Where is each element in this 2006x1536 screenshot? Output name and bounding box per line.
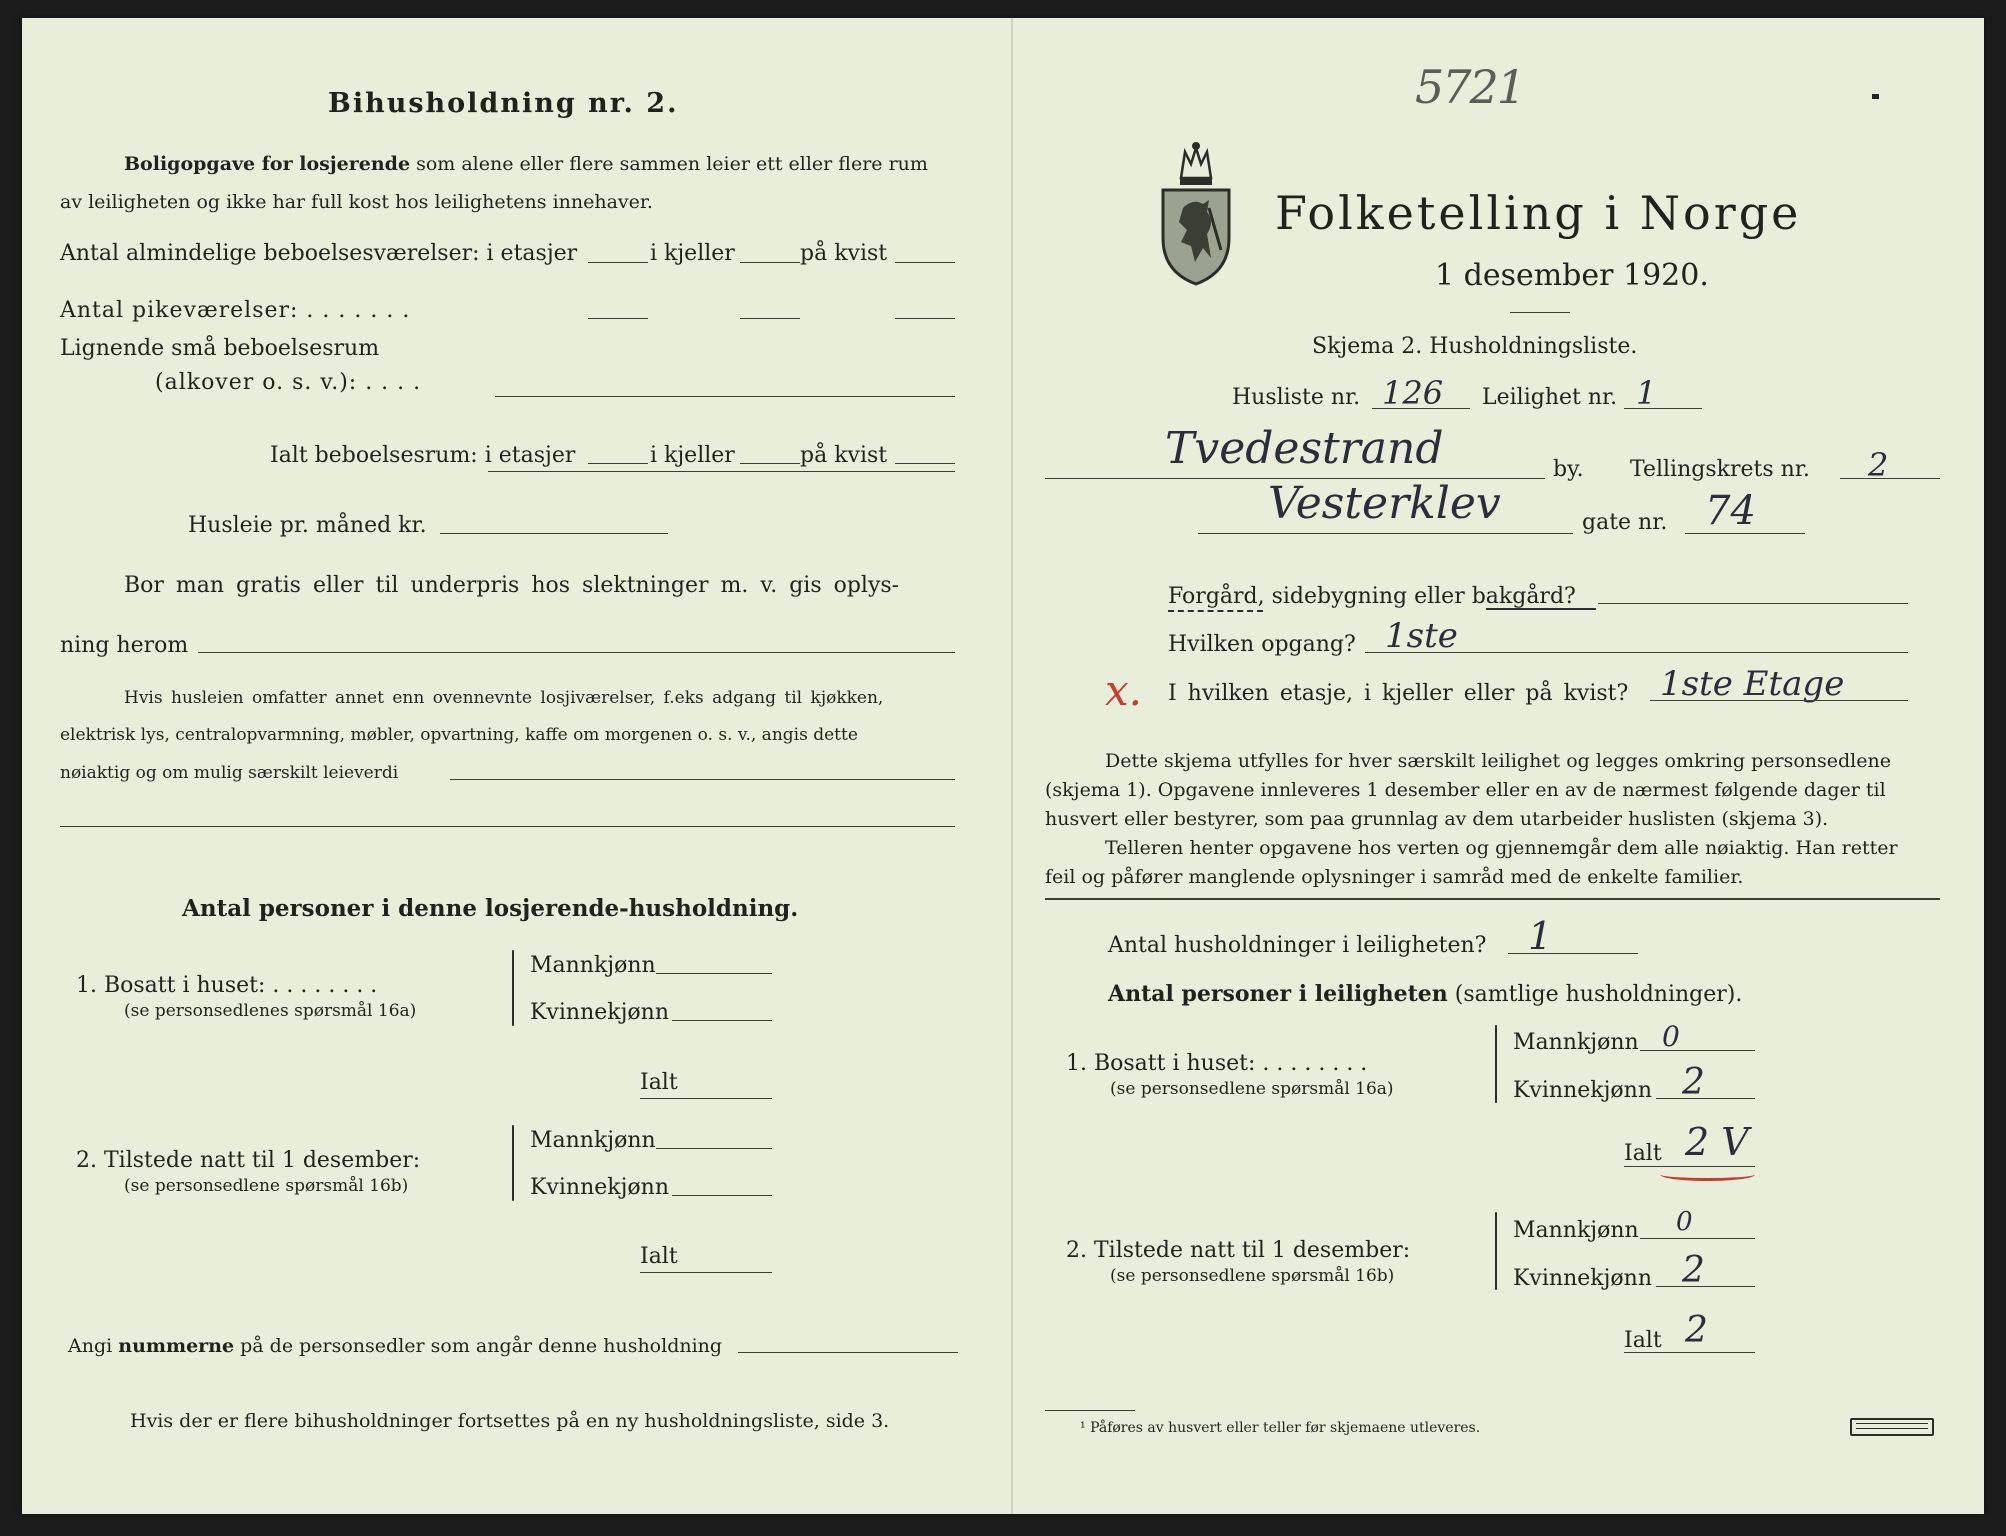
right-tilstede-sub: (se personsedlene spørsmål 16b) [1110,1266,1395,1286]
intro-line-2: av leiligheten og ikke har full kost hos leilighetens innehaver. [60,191,653,213]
right-bosatt-ialt-line [1624,1166,1755,1167]
tellingskrets-label: Tellingskrets nr. [1630,457,1810,482]
right-tilstede-mann-label: Mannkjønn [1513,1218,1639,1243]
gate-nr-line [1685,533,1805,534]
ialt-kvist-line[interactable] [895,463,955,464]
intro-bold: Boligopgave for losjerende [124,153,411,175]
ink-dot [1872,94,1879,99]
info-line-2: (skjema 1). Opgavene innleveres 1 desember eller en av de nærmest følgende dager til [1045,779,1886,801]
by-label: by. [1553,457,1584,482]
info-line-3: husvert eller bestyrer, som paa grunnlag av dem utarbeider huslisten (skjema 3). [1045,808,1829,830]
pike-label: Antal pikeværelser: . . . . . . . [60,298,411,323]
antal-pers-line [1108,983,1742,1006]
hvis-line-1: Hvis husleien omfatter annet enn ovennevnte losjiværelser, f.eks adgang til kjøkken, [124,688,884,708]
left-bosatt-mann-label: Mannkjønn [530,953,656,978]
gate-value[interactable]: Vesterklev [1268,478,1501,529]
angi-bold: nummerne [118,1335,235,1357]
left-tilstede-ialt-line[interactable] [640,1272,772,1273]
gate-line [1198,533,1573,534]
pike-etasjer-line[interactable] [588,318,648,319]
intro-line-1 [124,155,928,174]
right-tilstede-ialt-line [1624,1352,1755,1353]
left-tilstede-brace [512,1125,514,1201]
lignende-line-2: (alkover o. s. v.): . . . . [155,370,422,395]
info-divider [1045,898,1940,900]
printer-stamp [1850,1418,1934,1436]
angi-rest: på de personsedler som angår denne husholdning [240,1335,723,1357]
left-title: Bihusholdning nr. 2. [328,88,679,119]
antal-pers-bold: Antal personer i leiligheten [1108,981,1448,1007]
right-bosatt-brace [1495,1025,1497,1103]
angi-line [68,1337,722,1356]
husleie-line[interactable] [440,533,668,534]
right-bosatt-label: 1. Bosatt i huset: . . . . . . . . [1066,1051,1368,1076]
right-tilstede-ialt-label: Ialt [1624,1328,1662,1353]
rooms-kjeller-line[interactable] [740,262,800,263]
left-bosatt-ialt-line[interactable] [640,1098,772,1099]
antal-hush-value[interactable]: 1 [1528,914,1553,958]
gratis-line-2: ning herom [60,633,189,658]
left-bosatt-brace [512,950,514,1026]
right-tilstede-mann-line [1640,1238,1755,1239]
form-title: Folketelling i Norge [1275,186,1802,240]
left-bosatt-kvinne-line[interactable] [672,1020,772,1021]
gratis-line-1: Bor man gratis eller til underpris hos slektninger m. v. gis oplys- [124,573,900,598]
left-bosatt-sub: (se personsedlenes spørsmål 16a) [124,1001,417,1021]
right-bosatt-kvinne-value[interactable]: 2 [1682,1062,1705,1103]
ialt-kjeller-label: i kjeller [650,443,735,468]
opgang-line [1365,652,1908,653]
rooms-etasjer-line[interactable] [588,262,648,263]
right-bosatt-mann-value[interactable]: 0 [1662,1020,1680,1053]
left-bosatt-kvinne-label: Kvinnekjønn [530,1000,669,1025]
antal-hush-label: Antal husholdninger i leiligheten? [1108,933,1487,958]
rooms-kvist-line[interactable] [895,262,955,263]
page-fold [1011,18,1013,1514]
husliste-line [1372,408,1470,409]
gate-label: gate nr. [1582,510,1668,535]
right-tilstede-kvinne-value[interactable]: 2 [1682,1250,1705,1291]
right-bosatt-kvinne-line [1656,1098,1755,1099]
etasje-red-mark: x. [1105,666,1143,715]
ialt-etasjer-line[interactable] [588,463,648,464]
left-bosatt-label: 1. Bosatt i huset: . . . . . . . . [76,973,378,998]
hvis-extra-line[interactable] [60,826,955,827]
opgang-label: Hvilken opgang? [1168,632,1356,657]
opgang-value[interactable]: 1ste [1385,616,1458,656]
right-tilstede-brace [1495,1212,1497,1290]
ialt-underline [488,471,955,472]
hvis-line-3: nøiaktig og om mulig særskilt leieverdi [60,763,399,783]
tellingskrets-line [1840,478,1940,479]
red-check-underline [1660,1168,1755,1181]
left-tilstede-mann-label: Mannkjønn [530,1128,656,1153]
pike-kjeller-line[interactable] [740,318,800,319]
info-line-5: feil og påfører manglende oplysninger i samråd med de enkelte familier. [1045,866,1744,888]
ialt-rooms-label: Ialt beboelsesrum: i etasjer [270,443,576,468]
forgaard-line[interactable] [1598,603,1908,604]
right-bosatt-mann-line [1640,1050,1755,1051]
right-bosatt-mann-label: Mannkjønn [1513,1030,1639,1055]
leilighet-label: Leilighet nr. [1482,385,1618,410]
left-tilstede-ialt-label: Ialt [640,1244,678,1269]
leilighet-value[interactable]: 1 [1636,374,1657,412]
right-tilstede-kvinne-label: Kvinnekjønn [1513,1266,1652,1291]
leilighet-line [1624,408,1702,409]
right-tilstede-mann-value[interactable]: 0 [1676,1207,1693,1237]
leieverdi-line[interactable] [450,779,955,780]
intro-rest: som alene eller flere sammen leier ett eller flere rum [416,153,928,175]
handwritten-archive-number: 5721 [1415,60,1525,114]
etasje-line [1650,700,1908,701]
gate-nr-value[interactable]: 74 [1705,488,1756,534]
bakgaard-underline-mark [1486,608,1596,610]
ialt-kjeller-line[interactable] [740,463,800,464]
right-bosatt-kvinne-label: Kvinnekjønn [1513,1078,1652,1103]
footnote: ¹ Påføres av husvert eller teller før skjemaene utleveres. [1080,1420,1481,1436]
info-line-1: Dette skjema utfylles for hver særskilt leilighet og legges omkring personsedlene [1105,750,1891,772]
pike-kvist-line[interactable] [895,318,955,319]
coat-of-arms-icon [1155,138,1237,288]
left-antal-heading: Antal personer i denne losjerende-husholdning. [182,895,799,922]
right-bosatt-ialt-value[interactable]: 2 V [1685,1120,1749,1164]
right-tilstede-kvinne-line [1656,1286,1755,1287]
left-tilstede-kvinne-line[interactable] [672,1195,772,1196]
lignende-line-1: Lignende små beboelsesrum [60,336,380,361]
left-tilstede-mann-line[interactable] [656,1148,772,1149]
left-bosatt-ialt-label: Ialt [640,1070,678,1095]
antal-pers-rest: (samtlige husholdninger). [1454,982,1743,1007]
left-tilstede-sub: (se personsedlene spørsmål 16b) [124,1176,409,1196]
right-tilstede-label: 2. Tilstede natt til 1 desember: [1066,1238,1411,1263]
gratis-line[interactable] [198,652,955,653]
ialt-kvist-label: på kvist [800,443,888,468]
footnote-rule [1045,1410,1135,1411]
left-bosatt-mann-line[interactable] [656,973,772,974]
etasje-label: I hvilken etasje, i kjeller eller på kvist? [1168,681,1629,706]
left-tilstede-label: 2. Tilstede natt til 1 desember: [76,1148,421,1173]
angi-pre: Angi [68,1335,113,1357]
hvis-line-2: elektrisk lys, centralopvarmning, møbler, opvartning, kaffe om morgenen o. s. v., angis dette [60,725,858,745]
forgaard-strike-mark [1168,610,1263,618]
husleie-label: Husleie pr. måned kr. [188,513,427,538]
forgaard-label: Forgård, sidebygning eller bakgård? [1168,584,1576,609]
lignende-line[interactable] [495,396,955,397]
right-bosatt-ialt-label: Ialt [1624,1141,1662,1166]
husliste-value[interactable]: 126 [1382,374,1444,412]
tellingskrets-value[interactable]: 2 [1868,446,1889,484]
by-value[interactable]: Tvedestrand [1165,423,1444,474]
title-divider [1510,312,1570,313]
info-line-4: Telleren henter opgavene hos verten og gjennemgår dem alle nøiaktig. Han retter [1105,837,1898,859]
left-footer: Hvis der er flere bihusholdninger fortsettes på en ny husholdningsliste, side 3. [130,1410,890,1432]
form-date: 1 desember 1920. [1435,258,1709,293]
left-tilstede-kvinne-label: Kvinnekjønn [530,1175,669,1200]
angi-line-field[interactable] [738,1352,958,1353]
skjema-label: Skjema 2. Husholdningsliste. [1312,334,1638,359]
right-tilstede-ialt-value[interactable]: 2 [1685,1310,1708,1351]
rooms-kvist-label: på kvist [800,241,888,266]
rooms-label: Antal almindelige beboelsesværelser: i etasjer [60,241,578,266]
etasje-value[interactable]: 1ste Etage [1660,664,1845,704]
antal-hush-line [1508,953,1638,954]
rooms-kjeller-label: i kjeller [650,241,735,266]
right-bosatt-sub: (se personsedlene spørsmål 16a) [1110,1079,1394,1099]
husliste-label: Husliste nr. [1232,385,1361,410]
